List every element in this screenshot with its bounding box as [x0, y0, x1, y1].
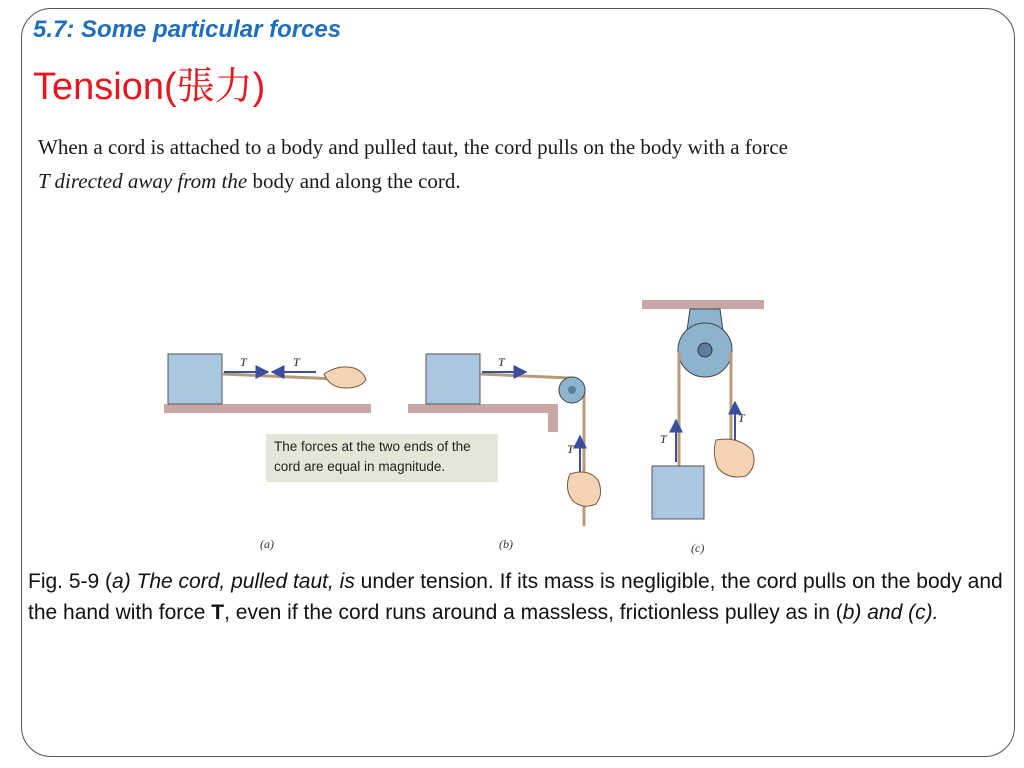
- tension-diagram: [160, 290, 780, 570]
- intro-paragraph: [38, 130, 978, 198]
- panel-a-diagram: [164, 354, 371, 413]
- surface-b: [408, 404, 558, 413]
- force-label-b1: T: [498, 355, 505, 369]
- caption-bold-t: T: [211, 601, 225, 624]
- caption-italic-2: b) and (c).: [842, 601, 939, 624]
- panel-c-diagram: [642, 300, 764, 519]
- cord-b-horizontal: [480, 374, 570, 378]
- caption-italic-1: a) The cord, pulled taut, is: [112, 570, 355, 593]
- intro-text-1: When a cord is attached to a body and pulled taut, the cord pulls on the body with a force: [38, 135, 788, 159]
- panel-label-a: (a): [260, 537, 274, 551]
- force-label-b2: T: [567, 442, 574, 456]
- force-label-a2: T: [293, 355, 300, 369]
- figure-caption: [28, 566, 1003, 628]
- block-a: [168, 354, 222, 404]
- panel-label-c: (c): [691, 541, 705, 555]
- hand-c: [714, 439, 754, 477]
- ceiling-c: [642, 300, 764, 309]
- intro-text-2: body and along the cord.: [247, 169, 461, 193]
- force-label-a1: T: [240, 355, 247, 369]
- surface-a: [164, 404, 371, 413]
- slide-title: Tension(張力): [33, 66, 266, 108]
- force-label-c1: T: [660, 432, 667, 446]
- force-label-c2: T: [738, 411, 745, 425]
- hand-b: [567, 472, 600, 506]
- surface-b-edge: [548, 404, 558, 432]
- block-b: [426, 354, 480, 404]
- caption-mid: under tension. If its mass is negligible, the cord pulls on the body and the hand with force: [28, 570, 1003, 624]
- callout-box: The forces at the two ends of the cord are equal in magnitude.: [266, 434, 498, 482]
- caption-prefix: Fig. 5-9 (: [28, 570, 113, 593]
- block-c: [652, 466, 704, 519]
- hand-a: [324, 367, 366, 388]
- pulley-b-hub: [568, 386, 576, 394]
- intro-italic: T directed away from the: [38, 169, 248, 193]
- panel-label-b: (b): [499, 537, 513, 551]
- section-title: 5.7: Some particular forces: [33, 16, 342, 43]
- tension-figure: [160, 290, 780, 570]
- caption-after: , even if the cord runs around a massless, frictionless pulley as in (: [224, 601, 843, 624]
- pulley-c-hub: [698, 343, 712, 357]
